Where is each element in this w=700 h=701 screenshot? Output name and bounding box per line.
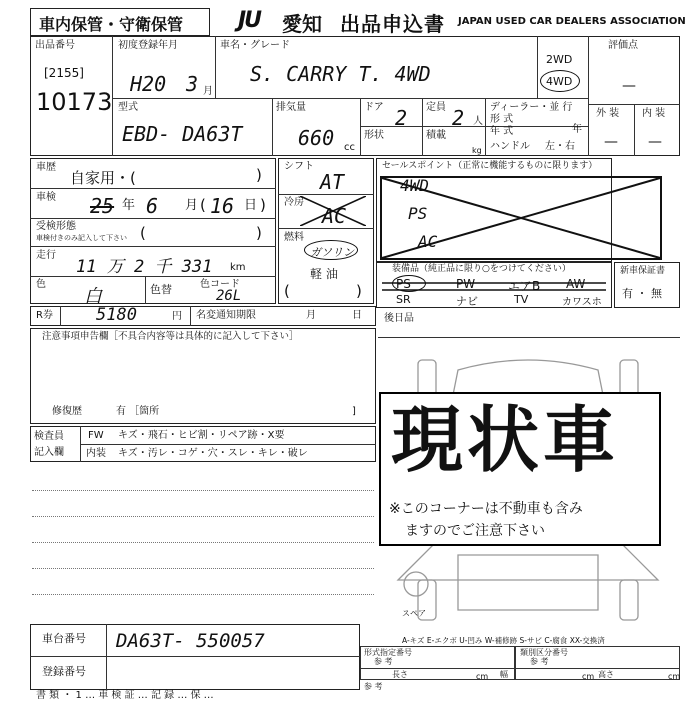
as-is-stamp: [379, 392, 661, 546]
interior-check-label: 内装: [86, 448, 106, 459]
name-change-day: 日: [352, 310, 362, 321]
equipment-label: 装備品（純正品に限り○をつけてください）: [392, 264, 571, 274]
first-registration-month-unit: 月: [203, 86, 213, 97]
fuel-gasoline-circle: [304, 240, 358, 260]
warranty-label: 新車保証書: [620, 266, 666, 276]
chassis-label: 車台番号: [42, 632, 86, 645]
inspection-year-unit: 年: [122, 198, 136, 213]
sales-points-cross-mark: [380, 176, 662, 260]
ju-logo: [238, 8, 286, 34]
model-designation-label: 形式指定番号: [364, 648, 412, 657]
shift-label: シフト: [284, 161, 314, 172]
exterior-value: —: [604, 134, 618, 150]
name-change-month: 月: [306, 310, 316, 321]
fw-items: キズ・飛石・ヒビ割・リペア跡・X要: [118, 430, 285, 441]
document-title: 出品申込書: [340, 12, 445, 36]
recycle-value: 5180: [96, 305, 137, 325]
shift-value: AT: [320, 170, 345, 194]
recycle-label: R券: [36, 310, 53, 321]
category-ref: 参 考: [530, 657, 549, 666]
mileage-label: 走行: [36, 250, 56, 261]
length-unit: cm: [476, 672, 489, 681]
capacity-label: 定員: [426, 102, 446, 113]
first-registration-label: 初度登録年月: [118, 40, 178, 51]
inspection-form-open-paren: (: [140, 224, 146, 242]
inspection-form-label: 受検形態: [36, 221, 76, 232]
capacity-unit: 人: [473, 116, 483, 127]
caution-label: 注意事項申告欄［不具合内容等は具体的に記入して下さい］: [42, 331, 299, 342]
rating-label: 評価点: [608, 40, 638, 51]
category-label: 類別区分番号: [520, 648, 568, 657]
association-name: JAPAN USED CAR DEALERS ASSOCIATION: [458, 16, 686, 27]
inspection-form-close-paren: ): [256, 224, 262, 242]
fuel-open-paren: (: [284, 282, 290, 300]
equipment-item: エアB: [508, 279, 541, 293]
warranty-options: 有 ・ 無: [622, 287, 662, 300]
inspector-label-2: 記入欄: [34, 447, 64, 458]
color-code-label: 色コード: [200, 279, 240, 290]
cooling-label: 冷房: [284, 197, 304, 208]
after-fit-label: 後日品: [384, 313, 414, 324]
model-year-label-1: 形 式: [490, 114, 514, 125]
sales-point-item: AC: [418, 232, 438, 251]
brand-name: 愛知: [282, 12, 322, 36]
inspection-form-note: 車検付きのみ記入して下さい: [36, 234, 127, 242]
inspector-label-1: 検査員: [34, 431, 64, 442]
fuel-label: 燃料: [284, 232, 304, 243]
storage-type-title: 車内保管・守衛保管: [39, 15, 184, 34]
dealer-label: ディーラー・並 行: [490, 102, 573, 113]
capacity-value: 2: [452, 106, 465, 130]
model-name-value: S. CARRY T. 4WD: [250, 62, 431, 86]
as-is-title: 現状車: [391, 398, 620, 482]
usage-close-paren: ): [256, 166, 262, 184]
color-value: 白: [84, 286, 102, 307]
inspection-year: 25: [90, 194, 115, 218]
equipment-item: TV: [514, 293, 529, 306]
usage-value: 自家用・(: [70, 169, 136, 187]
equipment-strike-lines: [380, 279, 608, 303]
inspection-label: 車検: [36, 192, 56, 203]
handle-options: 左・右: [545, 141, 575, 152]
drive-4wd-option: 4WD: [546, 75, 573, 88]
model-year-label-2: 年 式: [490, 126, 514, 137]
storage-type-box: [30, 8, 210, 36]
length-label: 長さ: [392, 670, 408, 679]
height-unit: cm: [668, 672, 681, 681]
spare-label: スペア: [402, 609, 426, 618]
color-label: 色: [36, 279, 46, 290]
cooling-value: AC: [322, 204, 347, 228]
usage-label: 車歴: [36, 162, 56, 173]
model-year-unit: 年: [572, 124, 582, 135]
first-registration-month: 3: [186, 72, 199, 96]
displacement-unit: cc: [344, 142, 355, 153]
height-label: 高さ: [598, 670, 614, 679]
fuel-gasoline: ガソリン: [310, 246, 354, 259]
type-label: 型式: [118, 102, 138, 113]
sales-point-item: 4WD: [400, 176, 429, 195]
load-unit: kg: [472, 146, 482, 155]
width-label: 幅: [500, 670, 508, 679]
mileage-value: 11 万 2 千 331: [76, 257, 213, 277]
registration-label: 登録番号: [42, 665, 86, 678]
doors-value: 2: [395, 106, 408, 130]
cooling-cross-mark: [300, 196, 366, 226]
model-name-label: 車名・グレード: [220, 40, 290, 51]
width-unit: cm: [582, 672, 595, 681]
displacement-label: 排気量: [276, 102, 306, 113]
interior-label: 内 装: [642, 108, 666, 119]
exterior-label: 外 装: [596, 108, 620, 119]
inspection-close-paren: ): [260, 196, 266, 214]
ju-logo-text: JU: [238, 8, 261, 33]
equipment-item: PS: [396, 277, 411, 291]
fuel-close-paren: ): [356, 282, 362, 300]
recycle-unit: 円: [172, 311, 182, 322]
sales-point-item: PS: [408, 204, 428, 223]
handle-label: ハンドル: [490, 141, 530, 152]
color-change-label: 色替: [150, 283, 172, 296]
listing-sub-number: [2155]: [44, 66, 84, 80]
repair-close-bracket: ]: [352, 406, 356, 417]
listing-number: 10173: [36, 88, 113, 116]
rating-value: —: [622, 78, 636, 94]
shape-label: 形状: [364, 130, 384, 141]
displacement-value: 660: [298, 126, 335, 150]
inspection-day: 16: [210, 194, 235, 218]
mileage-unit: km: [230, 262, 246, 273]
equipment-item: SR: [396, 293, 411, 306]
equipment-item: AW: [566, 277, 586, 291]
name-change-label: 名変通知期限: [196, 310, 256, 321]
documents-row: 書 類 ・ 1 … 車 検 証 … 記 録 … 保 …: [36, 690, 214, 701]
fw-label: FW: [88, 430, 104, 441]
type-value: EBD- DA63T: [122, 122, 243, 146]
repair-value: 有 ［箇所: [116, 406, 160, 417]
inspection-month-unit: 月: [185, 198, 199, 213]
interior-check-items: キズ・汚レ・コゲ・穴・スレ・キレ・破レ: [118, 448, 308, 459]
listing-number-label: 出品番号: [35, 40, 75, 51]
equipment-item: PW: [456, 277, 476, 291]
inspection-month: 6: [146, 194, 159, 218]
as-is-note-line-1: ※このコーナーは不動車も含み: [389, 501, 583, 517]
fuel-diesel: 軽 油: [310, 267, 338, 281]
ref-label-2: 参 考: [364, 682, 383, 691]
load-label: 積載: [426, 130, 446, 141]
doors-label: ドア: [364, 102, 384, 113]
inspection-open-paren: (: [200, 196, 206, 214]
after-fit-block: [378, 310, 680, 338]
drive-2wd-option: 2WD: [546, 53, 573, 66]
inspection-day-unit: 日: [244, 198, 258, 213]
damage-legend: A-キズ E-エクボ U-凹み W-補修跡 S-サビ C-腐食 XX-交換済: [402, 636, 605, 645]
first-registration-era: H20: [130, 72, 167, 96]
chassis-value: DA63T- 550057: [116, 630, 265, 652]
as-is-note-line-2: ますのでご注意下さい: [405, 523, 545, 539]
equipment-item: カワスホ: [562, 297, 602, 308]
equipment-item: ナビ: [456, 295, 478, 308]
sales-points-label: セールスポイント（正常に機能するものに限ります）: [382, 161, 598, 171]
repair-label: 修復歴: [52, 406, 82, 417]
model-designation-ref: 参 考: [374, 657, 393, 666]
color-code-value: 26L: [216, 288, 242, 304]
interior-value: —: [648, 134, 662, 150]
